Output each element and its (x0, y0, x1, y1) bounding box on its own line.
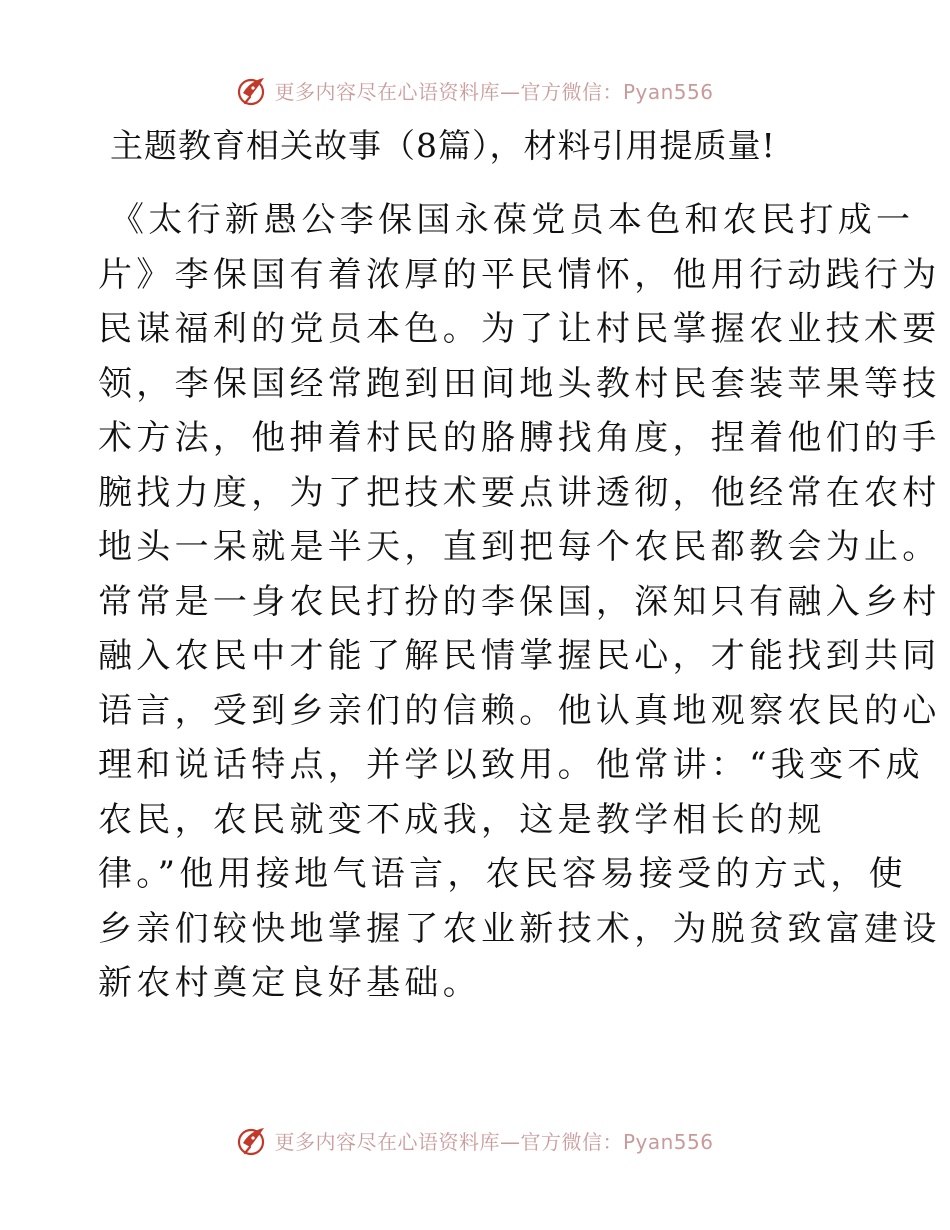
body-line: 《太行新愚公李保国永葆党员本色和农民打成一 (110, 200, 915, 240)
body-line: 新农村奠定良好基础。 (98, 963, 481, 1003)
body-line: 语言，受到乡亲们的信赖。他认真地观察农民的心 (98, 690, 941, 731)
body-line: 术方法，他抻着村民的胳膊找角度，捏着他们的手 (98, 418, 941, 458)
header-banner-text: 更多内容尽在心语资料库—官方微信：Pyan556 (274, 79, 714, 104)
body-line: 律。”他用接地气语言，农民容易接受的方式，使 (98, 854, 907, 894)
footer-banner-text: 更多内容尽在心语资料库—官方微信：Pyan556 (274, 1129, 714, 1154)
header-banner (0, 70, 950, 110)
body-line: 民谋福利的党员本色。为了让村民掌握农业技术要 (98, 309, 941, 349)
pen-nib-logo-icon (236, 73, 270, 107)
footer-banner (0, 1120, 950, 1160)
pen-nib-logo-icon (236, 1123, 270, 1157)
body-line: 片》李保国有着浓厚的平民情怀，他用行动践行为 (98, 254, 941, 295)
body-line: 地头一呆就是半天，直到把每个农民都教会为止。 (98, 527, 941, 567)
body-line: 融入农民中才能了解民情掌握民心，才能找到共同 (98, 636, 941, 676)
body-line: 农民，农民就变不成我，这是教学相长的规 (98, 799, 826, 840)
body-line: 乡亲们较快地掌握了农业新技术，为脱贫致富建设 (98, 908, 941, 949)
body-line: 理和说话特点，并学以致用。他常讲：“我变不成 (98, 745, 924, 785)
body-line: 常常是一身农民打扮的李保国，深知只有融入乡村 (98, 581, 941, 622)
body-line: 腕找力度，为了把技术要点讲透彻，他经常在农村 (98, 472, 941, 513)
document-title: 主题教育相关故事（8篇），材料引用提质量! (110, 126, 776, 165)
body-line: 领，李保国经常跑到田间地头教村民套装苹果等技 (98, 363, 941, 404)
story-body (98, 193, 941, 1011)
